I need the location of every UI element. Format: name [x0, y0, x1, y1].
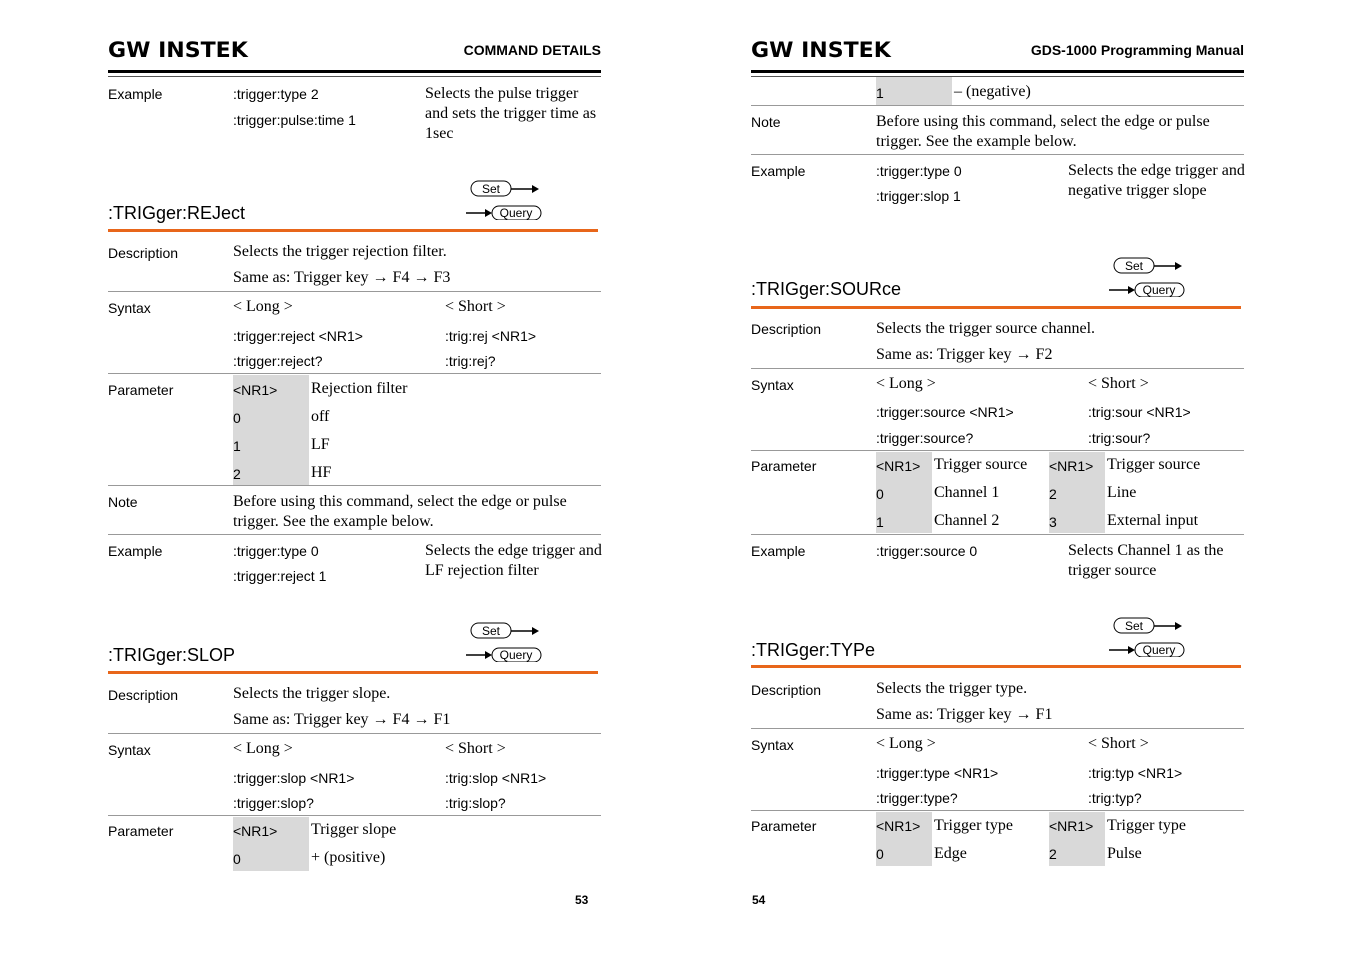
syntax-long-header: < Long > — [233, 740, 293, 757]
page-54 — [751, 0, 1246, 954]
parameter-value: 0 — [233, 410, 241, 426]
example-description: Selects Channel 1 as the trigger source — [1068, 542, 1224, 579]
divider — [751, 728, 1244, 729]
description-label: Description — [108, 245, 179, 261]
parameter-desc: External input — [1107, 512, 1199, 529]
parameter-desc: Line — [1107, 484, 1137, 501]
set-query-badge — [466, 622, 546, 662]
syntax-short-command: :trig:slop <NR1> — [445, 770, 547, 786]
parameter-value: 1 — [876, 514, 884, 530]
description-text: Selects the trigger source channel. — [876, 320, 1096, 337]
example-command: :trigger:source 0 — [876, 543, 978, 559]
divider — [751, 450, 1244, 451]
description-label: Description — [751, 321, 822, 337]
page-53 — [108, 0, 603, 954]
parameter-desc: HF — [311, 464, 332, 481]
parameter-head-desc: Trigger type — [1107, 817, 1186, 834]
syntax-long-header: < Long > — [876, 375, 936, 392]
description-text: Selects the trigger slope. — [233, 685, 391, 702]
query-label: Query — [499, 206, 533, 220]
set-label: Set — [481, 182, 501, 196]
set-label: Set — [1124, 259, 1144, 273]
parameter-value: 0 — [876, 846, 884, 862]
command-title: :TRIGger:REJect — [108, 203, 246, 223]
note-label: Note — [751, 114, 781, 130]
command-title: :TRIGger:SOURce — [751, 279, 902, 299]
parameter-desc: Pulse — [1107, 845, 1142, 862]
syntax-long-query: :trigger:slop? — [233, 795, 314, 811]
divider — [108, 373, 601, 374]
syntax-short-query: :trig:rej? — [445, 353, 496, 369]
syntax-short-query: :trig:typ? — [1088, 790, 1142, 806]
syntax-short-header: < Short > — [1088, 735, 1149, 752]
parameter-desc: Channel 2 — [934, 512, 1000, 529]
parameter-head-desc: Trigger source — [1107, 456, 1201, 473]
parameter-value: 3 — [1049, 514, 1057, 530]
description-text: Same as: Trigger key → F1 — [876, 706, 1053, 723]
divider — [751, 534, 1244, 535]
brand-logo: GW INSTEK — [108, 38, 248, 62]
description-label: Description — [108, 687, 179, 703]
parameter-value: 2 — [233, 466, 241, 482]
syntax-long-query: :trigger:reject? — [233, 353, 323, 369]
brand-logo: GW INSTEK — [751, 38, 891, 62]
example-description: Selects the pulse trigger and sets the trigger time as 1sec — [425, 85, 597, 142]
parameter-label: Parameter — [108, 382, 174, 398]
parameter-label: Parameter — [108, 823, 174, 839]
parameter-desc: off — [311, 408, 330, 425]
example-command: :trigger:type 0 — [876, 163, 962, 179]
syntax-long-command: :trigger:source <NR1> — [876, 404, 1014, 420]
syntax-long-command: :trigger:reject <NR1> — [233, 328, 363, 344]
divider — [108, 291, 601, 292]
example-command: :trigger:type 2 — [233, 86, 319, 102]
parameter-head: <NR1> — [1049, 458, 1094, 474]
example-command: :trigger:pulse:time 1 — [233, 112, 356, 128]
description-label: Description — [751, 682, 822, 698]
syntax-short-header: < Short > — [445, 740, 506, 757]
syntax-label: Syntax — [751, 737, 794, 753]
parameter-label: Parameter — [751, 458, 817, 474]
syntax-short-query: :trig:slop? — [445, 795, 506, 811]
description-text: Selects the trigger type. — [876, 680, 1028, 697]
parameter-value-column — [876, 77, 952, 105]
parameter-value: 1 — [233, 438, 241, 454]
query-label: Query — [499, 648, 533, 662]
parameter-head: <NR1> — [876, 458, 921, 474]
parameter-desc: LF — [311, 436, 330, 453]
example-description: Selects the edge trigger and LF rejection filter — [425, 542, 602, 579]
syntax-label: Syntax — [108, 300, 151, 316]
divider — [751, 105, 1244, 106]
parameter-desc: + (positive) — [311, 849, 386, 866]
parameter-head-desc: Trigger source — [934, 456, 1028, 473]
syntax-long-query: :trigger:type? — [876, 790, 958, 806]
divider — [751, 810, 1244, 811]
parameter-value: 0 — [233, 851, 241, 867]
syntax-long-command: :trigger:slop <NR1> — [233, 770, 355, 786]
divider — [108, 485, 601, 486]
command-title: :TRIGger:SLOP — [108, 645, 236, 665]
description-text: Same as: Trigger key → F4 → F3 — [233, 269, 451, 286]
note-text: Before using this command, select the edge or pulse trigger. See the example below. — [233, 493, 567, 530]
divider — [751, 154, 1244, 155]
divider — [108, 733, 601, 734]
divider — [108, 534, 601, 535]
note-label: Note — [108, 494, 138, 510]
example-label: Example — [108, 86, 163, 102]
command-title: :TRIGger:TYPe — [751, 640, 876, 660]
section-rule — [108, 671, 598, 674]
syntax-long-header: < Long > — [876, 735, 936, 752]
description-text: Selects the trigger rejection filter. — [233, 243, 447, 260]
syntax-label: Syntax — [751, 377, 794, 393]
header-title: GDS-1000 Programming Manual — [1030, 42, 1244, 58]
syntax-short-command: :trig:sour <NR1> — [1088, 404, 1191, 420]
query-label: Query — [1142, 643, 1176, 657]
example-description: Selects the edge trigger and negative trigger slope — [1068, 162, 1245, 199]
section-rule — [751, 306, 1241, 309]
example-label: Example — [751, 163, 806, 179]
parameter-head: <NR1> — [233, 823, 278, 839]
example-command: :trigger:slop 1 — [876, 188, 961, 204]
query-label: Query — [1142, 283, 1176, 297]
note-text: Before using this command, select the edge or pulse trigger. See the example below. — [876, 113, 1210, 150]
syntax-short-query: :trig:sour? — [1088, 430, 1151, 446]
divider — [108, 815, 601, 816]
parameter-head-desc: Trigger slope — [311, 821, 397, 838]
parameter-value: 2 — [1049, 486, 1057, 502]
parameter-desc: – (negative) — [954, 83, 1031, 100]
example-label: Example — [108, 543, 163, 559]
syntax-short-header: < Short > — [445, 298, 506, 315]
set-label: Set — [1124, 619, 1144, 633]
example-label: Example — [751, 543, 806, 559]
example-command: :trigger:reject 1 — [233, 568, 327, 584]
parameter-desc: Edge — [934, 845, 967, 862]
header-title: COMMAND DETAILS — [463, 42, 601, 58]
syntax-short-header: < Short > — [1088, 375, 1149, 392]
syntax-short-command: :trig:typ <NR1> — [1088, 765, 1183, 781]
syntax-long-command: :trigger:type <NR1> — [876, 765, 999, 781]
parameter-head-desc: Trigger type — [934, 817, 1013, 834]
set-query-badge — [466, 180, 546, 220]
parameter-head: <NR1> — [876, 818, 921, 834]
description-text: Same as: Trigger key → F2 — [876, 346, 1053, 363]
syntax-long-query: :trigger:source? — [876, 430, 974, 446]
section-rule — [751, 665, 1241, 668]
parameter-head-desc: Rejection filter — [311, 380, 408, 397]
set-query-badge — [1109, 257, 1189, 297]
divider — [751, 368, 1244, 369]
page-number: 54 — [752, 893, 766, 907]
description-text: Same as: Trigger key → F4 → F1 — [233, 711, 451, 728]
parameter-desc: Channel 1 — [934, 484, 1000, 501]
section-rule — [108, 229, 598, 232]
set-query-badge — [1109, 617, 1189, 657]
syntax-label: Syntax — [108, 742, 151, 758]
page-number: 53 — [575, 893, 589, 907]
parameter-head: <NR1> — [1049, 818, 1094, 834]
syntax-long-header: < Long > — [233, 298, 293, 315]
example-command: :trigger:type 0 — [233, 543, 319, 559]
page-header — [751, 38, 1244, 73]
parameter-value: 2 — [1049, 846, 1057, 862]
parameter-value: 0 — [876, 486, 884, 502]
syntax-short-command: :trig:rej <NR1> — [445, 328, 537, 344]
parameter-label: Parameter — [751, 818, 817, 834]
parameter-head: <NR1> — [233, 382, 278, 398]
parameter-value: 1 — [876, 85, 884, 101]
page-header — [108, 38, 601, 73]
set-label: Set — [481, 624, 501, 638]
